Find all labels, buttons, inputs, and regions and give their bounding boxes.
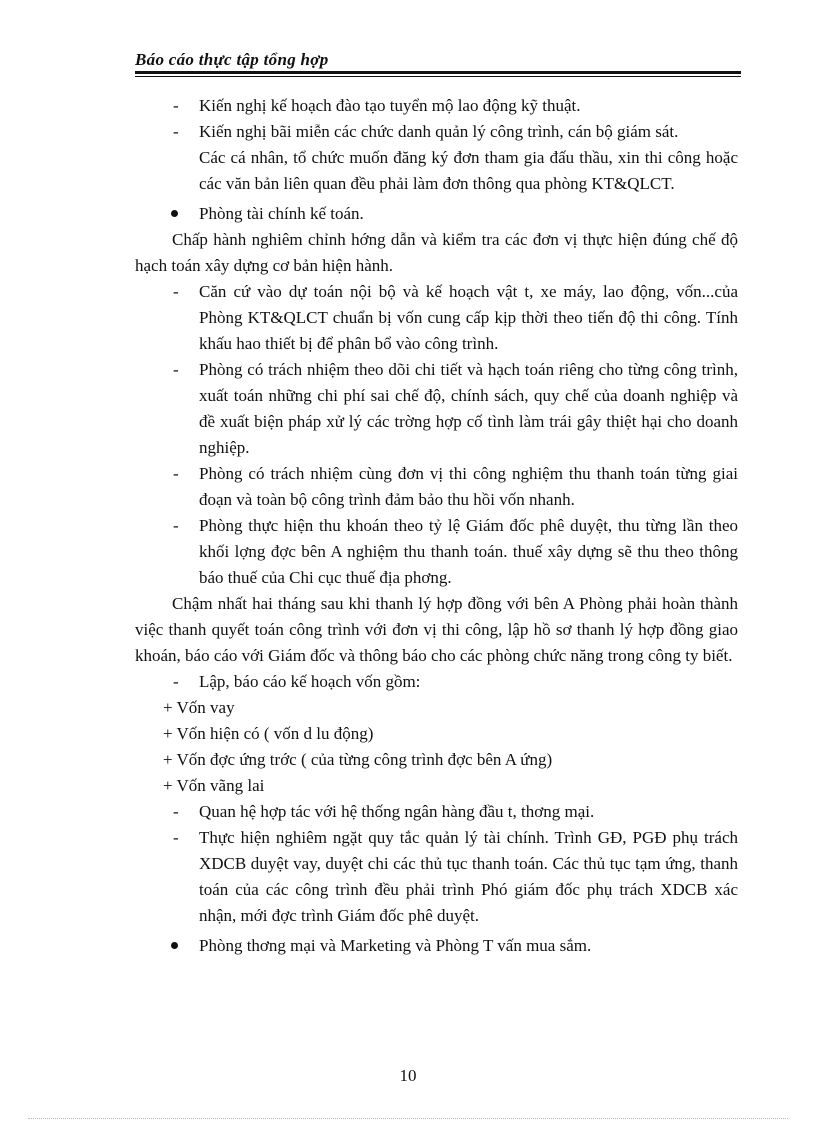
plus-item: + Vốn hiện có ( vốn d lu động)	[163, 724, 374, 743]
plus-item: + Vốn vay	[163, 698, 235, 717]
dash-item: - Phòng có trách nhiệm cùng đơn vị thi công nghiệm thu thanh toán từng giai đoạn và toàn bộ công trình đảm bảo thu hồi vốn nhanh.	[163, 461, 738, 513]
plus-item: + Vốn vãng lai	[163, 776, 265, 795]
dash-item: - Lập, báo cáo kế hoạch vốn gồm:	[163, 669, 738, 695]
header-rule-thin	[135, 76, 741, 77]
header-title: Báo cáo thực tập tổng hợp	[135, 50, 329, 69]
paragraph: Chậm nhất hai tháng sau khi thanh lý hợp đồng với bên A Phòng phải hoàn thành việc thanh quyết toán công trình với đơn vị thi công, lập hồ sơ thanh lý hợp đồng giao khoán, báo cáo với Giám đốc và thông báo cho các phòng chức năng trong công ty biết.	[135, 594, 738, 665]
bullet-heading-text: Phòng tài chính kế toán.	[199, 204, 364, 223]
body-text	[135, 93, 738, 959]
dash-item: - Thực hiện nghiêm ngặt quy tắc quản lý tài chính. Trình GĐ, PGĐ phụ trách XDCB duyệt vay, duyệt chi các thủ tục thanh toán. Các thủ tục tạm ứng, thanh toán của các công trình đều phải trình Phó giám đốc phụ trách XDCB xác nhận, mới đợc trình Giám đốc phê duyệt.	[163, 825, 738, 929]
footer-divider	[28, 1118, 788, 1119]
dash-item: - Kiến nghị bãi miễn các chức danh quản lý công trình, cán bộ giám sát.	[163, 119, 738, 145]
bullet-heading	[163, 933, 738, 959]
dash-item: - Kiến nghị kế hoạch đào tạo tuyển mộ lao động kỹ thuật.	[163, 93, 738, 119]
bullet-heading-text: Phòng thơng mại và Marketing và Phòng T vấn mua sắm.	[199, 936, 592, 955]
dash-item: - Phòng thực hiện thu khoán theo tỷ lệ Giám đốc phê duyệt, thu từng lần theo khối lợng đợc bên A nghiệm thu thanh toán. thuế xây dựng sẽ thu theo thông báo thuế của Chi cục thuế địa phơng.	[163, 513, 738, 591]
page-number: 10	[399, 1066, 417, 1085]
dash-item: - Phòng có trách nhiệm theo dõi chi tiết và hạch toán riêng cho từng công trình, xuất toán những chi phí sai chế độ, chính sách, quy chế của doanh nghiệp và đề xuất biện pháp xử lý các trờng hợp cố tình làm trái gây thiệt hại cho doanh nghiệp.	[163, 357, 738, 461]
bullet-heading	[163, 201, 738, 227]
plus-item: + Vốn đợc ứng trớc ( của từng công trình đợc bên A ứng)	[163, 750, 553, 769]
bullet-icon	[171, 942, 178, 949]
header-rule-thick	[135, 71, 741, 74]
dash-item: - Quan hệ hợp tác với hệ thống ngân hàng đầu t, thơng mại.	[163, 799, 738, 825]
paragraph: Các cá nhân, tổ chức muốn đăng ký đơn tham gia đấu thầu, xin thi công hoặc các văn bản liên quan đều phải làm đơn thông qua phòng KT&QLCT.	[199, 148, 738, 193]
dash-item: - Căn cứ vào dự toán nội bộ và kế hoạch vật t, xe máy, lao động, vốn...của Phòng KT&QLCT chuẩn bị vốn cung cấp kịp thời theo tiến độ thi công. Tính khấu hao thiết bị để phân bổ vào công trình.	[163, 279, 738, 357]
paragraph: Chấp hành nghiêm chỉnh hớng dẫn và kiểm tra các đơn vị thực hiện đúng chế độ hạch toán xây dựng cơ bản hiện hành.	[135, 230, 738, 275]
bullet-icon	[171, 210, 178, 217]
